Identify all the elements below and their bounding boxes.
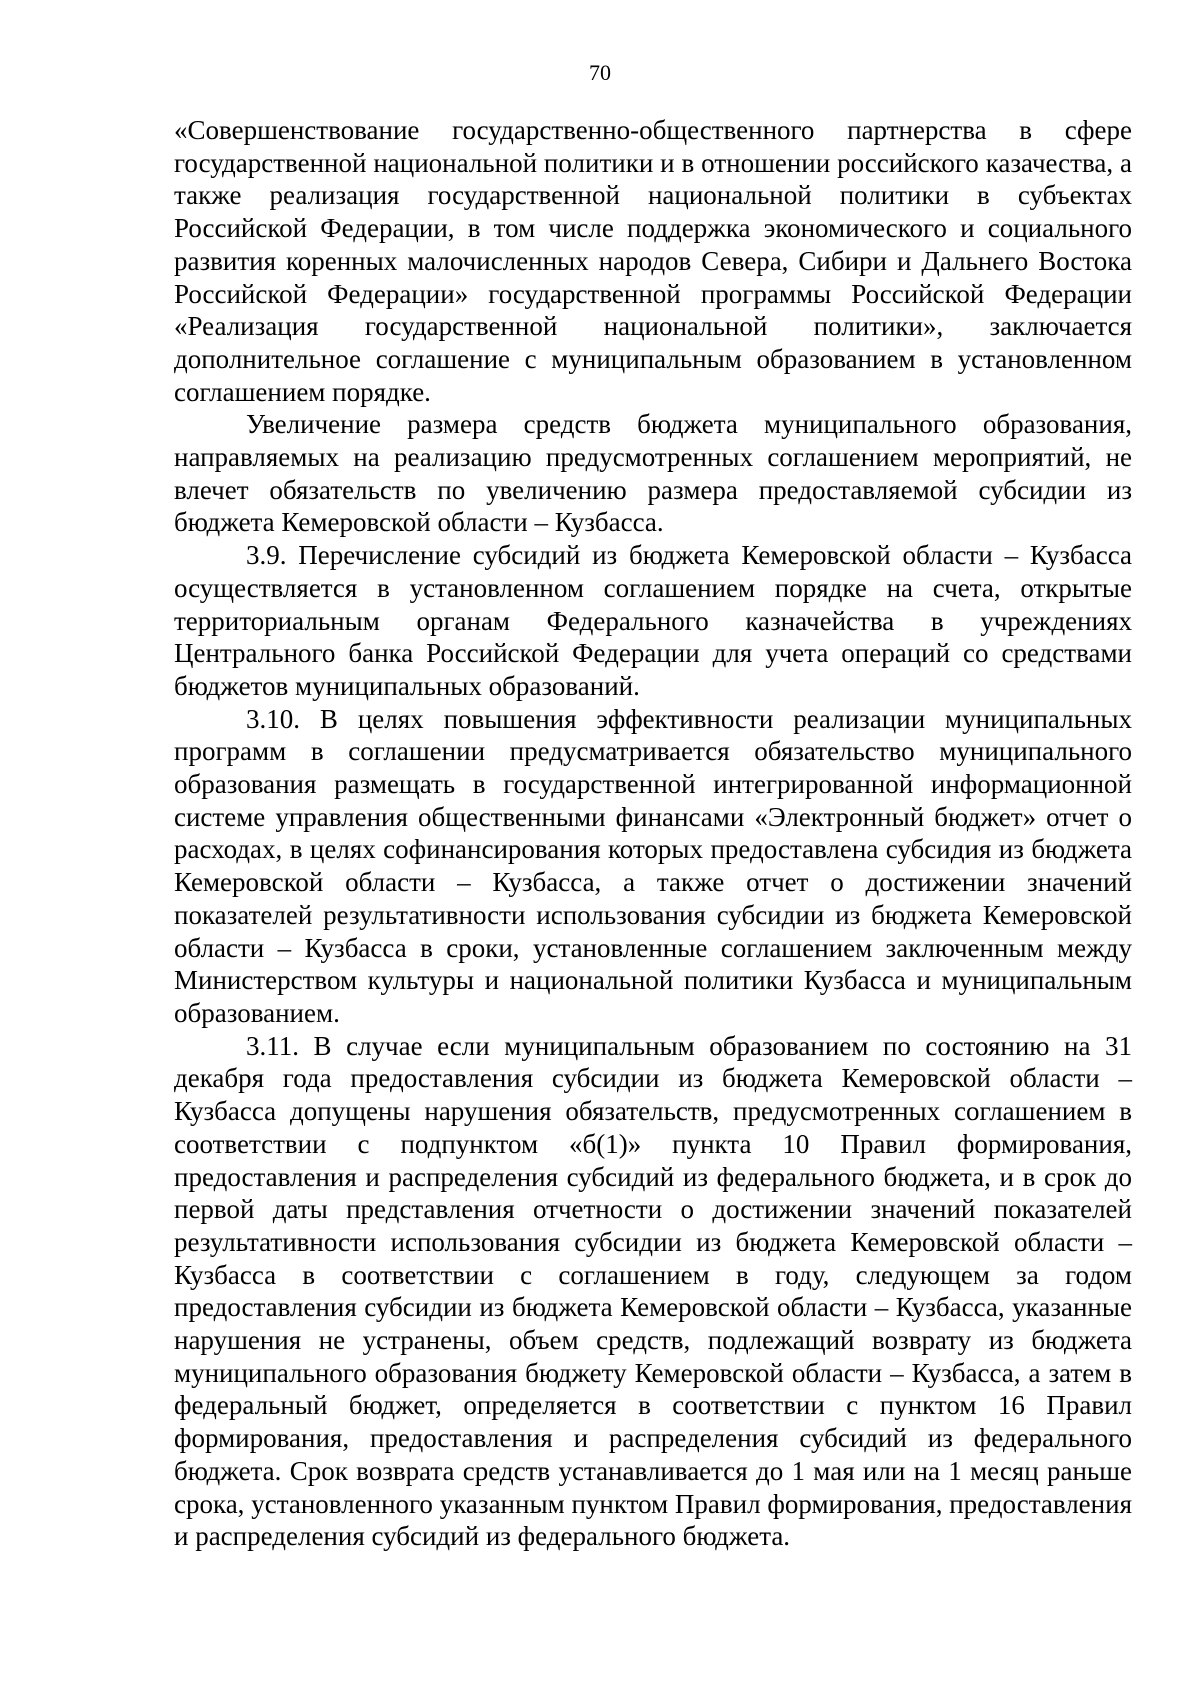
paragraph-3-9: 3.9. Перечисление субсидий из бюджета Кемеровской области – Кузбасса осуществляется в установленном соглашением порядке на счета, открытые территориальным органам Федерального казначейства в учреждениях Центрального банка Российской Федерации для учета операций со средствами бюджетов муниципальных образований. bbox=[174, 540, 1132, 701]
paragraph-continuation: «Совершенствование государственно-общественного партнерства в сфере государственной национальной политики и в отношении российского казачества, а также реализация государственной национальной политики в субъектах Российской Федерации, в том числе поддержка экономического и социального развития коренных малочисленных народов Севера, Сибири и Дальнего Востока Российской Федерации» государственной программы Российской Федерации «Реализация государственной национальной политики», заключается дополнительное соглашение с муниципальным образованием в установленном соглашением порядке. bbox=[174, 115, 1132, 407]
page-number: 70 bbox=[589, 60, 611, 85]
paragraph-3-11: 3.11. В случае если муниципальным образованием по состоянию на 31 декабря года предоставления субсидии из бюджета Кемеровской области – Кузбасса допущены нарушения обязательств, предусмотренных соглашением в соответствии с подпунктом «б(1)» пункта 10 Правил формирования, предоставления и распределения субсидий из федерального бюджета, и в срок до первой даты представления отчетности о достижении значений показателей результативности использования субсидии из бюджета Кемеровской области – Кузбасса в соответствии с соглашением в году, следующем за годом предоставления субсидии из бюджета Кемеровской области – Кузбасса, указанные нарушения не устранены, объем средств, подлежащий возврату из бюджета муниципального образования бюджету Кемеровской области – Кузбасса, а затем в федеральный бюджет, определяется в соответствии с пунктом 16 Правил формирования, предоставления и распределения субсидий из федерального бюджета. Срок возврата средств устанавливается до 1 мая или на 1 месяц раньше срока, установленного указанным пунктом Правил формирования, предоставления и распределения субсидий из федерального бюджета. bbox=[174, 1030, 1132, 1552]
paragraph-budget-increase: Увеличение размера средств бюджета муниципального образования, направляемых на реализацию предусмотренных соглашением мероприятий, не влечет обязательств по увеличению размера предоставляемой субсидии из бюджета Кемеровской области – Кузбасса. bbox=[174, 409, 1132, 538]
document-body bbox=[174, 114, 1132, 1553]
paragraph-3-10: 3.10. В целях повышения эффективности реализации муниципальных программ в соглашении предусматривается обязательство муниципального образования размещать в государственной интегрированной информационной системе управления общественными финансами «Электронный бюджет» отчет о расходах, в целях софинансирования которых предоставлена субсидия из бюджета Кемеровской области – Кузбасса, а также отчет о достижении значений показателей результативности использования субсидии из бюджета Кемеровской области – Кузбасса в сроки, установленные соглашением заключенным между Министерством культуры и национальной политики Кузбасса и муниципальным образованием. bbox=[174, 703, 1132, 1028]
